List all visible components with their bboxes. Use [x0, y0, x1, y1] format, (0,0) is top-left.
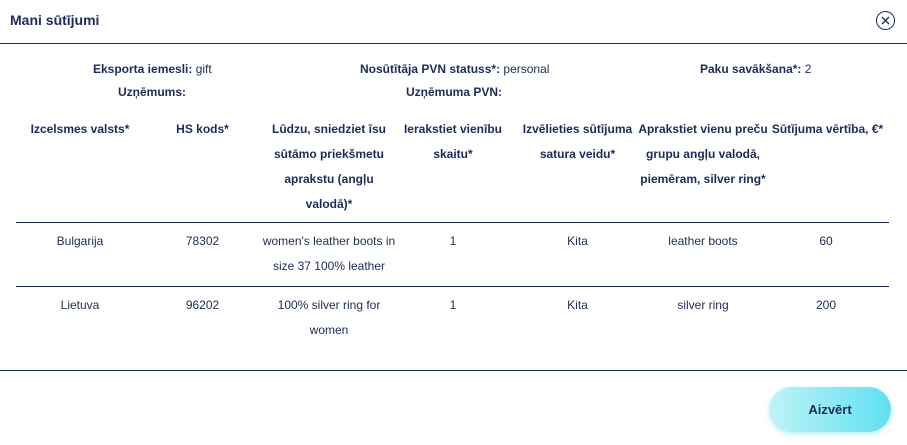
pickup — [700, 62, 811, 76]
close-icon[interactable] — [876, 11, 895, 30]
cell-hs-code: 78302 — [185, 234, 220, 248]
cell-goods-group: leather boots — [668, 234, 738, 248]
cell-units: 1 — [449, 298, 457, 312]
cell-units: 1 — [449, 234, 457, 248]
cell-hs-code: 96202 — [185, 298, 220, 312]
row-divider — [16, 222, 889, 223]
company — [118, 85, 186, 99]
header-value: Sūtījuma vērtība, €* — [771, 122, 884, 136]
company-vat — [406, 85, 502, 99]
header-origin-country: Izcelsmes valsts* — [30, 122, 130, 136]
sender-vat-value: personal — [503, 62, 550, 76]
cell-description: 100% silver ring for women — [277, 298, 381, 337]
header-description: Lūdzu, sniedziet īsu sūtāmo priekšmetu aprakstu (angļu valodā)* — [271, 122, 386, 211]
cell-value: 200 — [815, 298, 837, 312]
cell-content-type: Kita — [567, 234, 588, 248]
row-divider — [16, 286, 889, 287]
header-units: Ierakstiet vienību skaitu* — [403, 122, 503, 161]
cell-content-type: Kita — [567, 298, 588, 312]
header-goods-group: Aprakstiet vienu preču grupu angļu valodā, piemēram, silver ring* — [638, 122, 768, 186]
pickup-value: 2 — [804, 62, 812, 76]
header-content-type: Izvēlieties sūtījuma satura veidu* — [522, 122, 633, 161]
close-button[interactable]: Aizvērt — [769, 387, 891, 432]
sender-vat-status — [360, 62, 549, 76]
export-reason-label: Eksporta iemesli: — [93, 62, 193, 76]
cell-description: women's leather boots in size 37 100% leather — [262, 234, 396, 273]
export-reason-value: gift — [195, 62, 212, 76]
company-vat-label: Uzņēmuma PVN: — [406, 85, 503, 99]
cell-value: 60 — [819, 234, 833, 248]
modal-header — [0, 0, 907, 44]
modal-title: Mani sūtījumi — [10, 12, 100, 28]
header-hs-code: HS kods* — [176, 122, 229, 136]
sender-vat-label: Nosūtītāja PVN statuss*: — [360, 62, 501, 76]
company-label: Uzņēmums: — [118, 85, 187, 99]
cell-origin-country: Lietuva — [60, 298, 100, 312]
export-reason — [93, 62, 212, 76]
pickup-label: Paku savākšana*: — [700, 62, 802, 76]
cell-goods-group: silver ring — [677, 298, 729, 312]
cell-origin-country: Bulgarija — [56, 234, 104, 248]
footer-divider — [0, 370, 907, 371]
